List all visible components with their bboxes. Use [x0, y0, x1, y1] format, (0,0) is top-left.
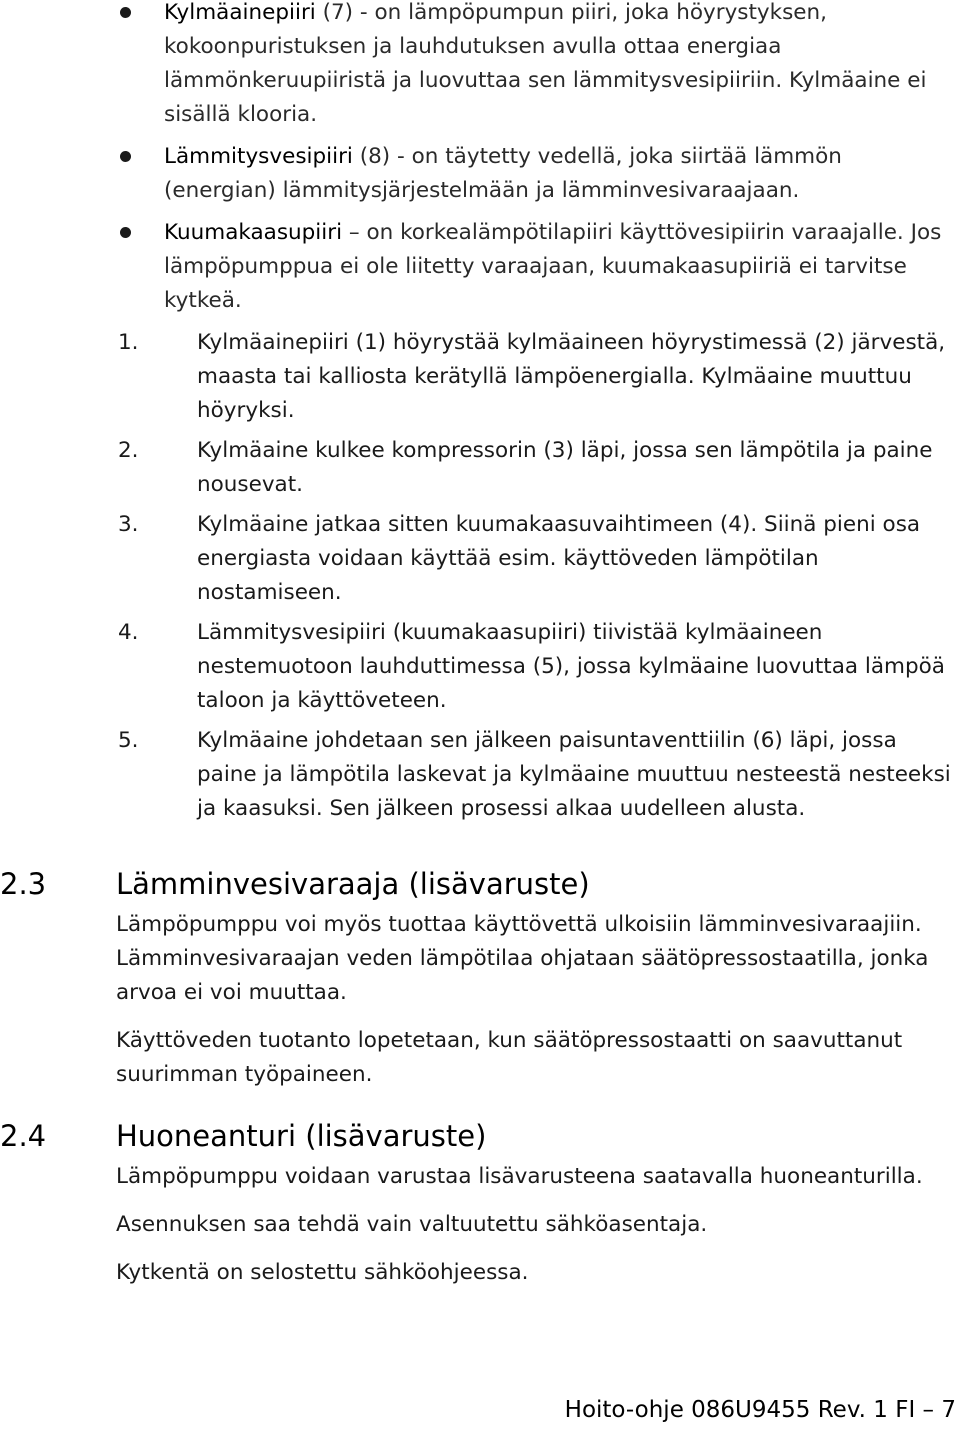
step-text: Kylmäaine johdetaan sen jälkeen paisuntaventtiilin (6) läpi, jossa paine ja lämpötila laskevat ja kylmäaine muuttuu nesteestä nesteeksi ja kaasuksi. Sen jälkeen prosessi alkaa uudelleen alusta.: [197, 728, 951, 821]
step-item: [118, 434, 958, 502]
bullet-dot-icon: [120, 227, 131, 238]
step-text: Kylmäaine kulkee kompressorin (3) läpi, jossa sen lämpötila ja paine nousevat.: [197, 438, 933, 497]
section-heading: [0, 1116, 960, 1160]
section-hot-water-tank: [0, 864, 960, 1106]
step-text: Kylmäaine jatkaa sitten kuumakaasuvaihtimeen (4). Siinä pieni osa energiasta voidaan käyttää esim. käyttöveden lämpötilan nostamiseen.: [197, 512, 921, 605]
paragraph: Käyttöveden tuotanto lopetetaan, kun säätöpressostaatti on saavuttanut suurimman työpaineen.: [116, 1028, 903, 1087]
section-number: 2.3: [0, 867, 47, 901]
step-number: 5.: [118, 728, 139, 753]
step-text: Kylmäainepiiri (1) höyrystää kylmäaineen höyrystimessä (2) järvestä, maasta tai kalliosta kerätyllä lämpöenergialla. Kylmäaine muuttuu höyryksi.: [197, 330, 946, 423]
section-number: 2.4: [0, 1119, 47, 1153]
process-steps-list: [118, 326, 958, 832]
component-bullet-list: [120, 0, 956, 326]
paragraph: Asennuksen saa tehdä vain valtuutettu sähköasentaja.: [116, 1212, 708, 1237]
section-heading: [0, 864, 960, 908]
bullet-item: [120, 216, 956, 318]
step-text: Lämmitysvesipiiri (kuumakaasupiiri) tiivistää kylmäaineen nestemuotoon lauhduttimessa (5), jossa kylmäaine luovuttaa lämpöä taloon ja käyttöveteen.: [197, 620, 945, 713]
section-body: [116, 908, 958, 1092]
bullet-term: Kylmäainepiiri: [164, 0, 316, 25]
step-number: 1.: [118, 330, 139, 355]
bullet-text: (7) - on lämpöpumpun piiri, joka höyrystyksen, kokoonpuristuksen ja lauhdutuksen avulla ottaa energiaa lämmönkeruupiiristä ja luovuttaa sen lämmitysvesipiiriin. Kylmäaine ei sisällä klooria.: [164, 0, 927, 127]
bullet-term: Lämmitysvesipiiri: [164, 144, 353, 169]
bullet-term: Kuumakaasupiiri: [164, 220, 343, 245]
section-body: [116, 1160, 958, 1290]
section-title: Huoneanturi (lisävaruste): [116, 1119, 487, 1153]
bullet-item: [120, 0, 956, 132]
step-number: 2.: [118, 438, 139, 463]
step-number: 4.: [118, 620, 139, 645]
step-item: [118, 724, 958, 826]
step-item: [118, 508, 958, 610]
paragraph: Lämpöpumppu voi myös tuottaa käyttövettä ulkoisiin lämminvesivaraajiin. Lämminvesivaraajan veden lämpötilaa ohjataan säätöpressostaatilla, jonka arvoa ei voi muuttaa.: [116, 912, 929, 1005]
bullet-text: – on korkealämpötilapiiri käyttövesipiirin varaajalle. Jos lämpöpumppua ei ole liitetty varaajaan, kuumakaasupiiriä ei tarvitse kytkeä.: [164, 220, 942, 313]
paragraph: Kytkentä on selostettu sähköohjeessa.: [116, 1260, 529, 1285]
bullet-item: [120, 140, 956, 208]
section-title: Lämminvesivaraaja (lisävaruste): [116, 867, 590, 901]
page-footer: Hoito-ohje 086U9455 Rev. 1 FI – 7: [564, 1397, 956, 1423]
step-item: [118, 326, 958, 428]
bullet-text: (8) - on täytetty vedellä, joka siirtää lämmön (energian) lämmitysjärjestelmään ja lämminvesivaraajaan.: [164, 144, 842, 203]
section-room-sensor: [0, 1116, 960, 1304]
bullet-dot-icon: [120, 7, 131, 18]
step-number: 3.: [118, 512, 139, 537]
paragraph: Lämpöpumppu voidaan varustaa lisävarusteena saatavalla huoneanturilla.: [116, 1164, 923, 1189]
step-item: [118, 616, 958, 718]
bullet-dot-icon: [120, 151, 131, 162]
